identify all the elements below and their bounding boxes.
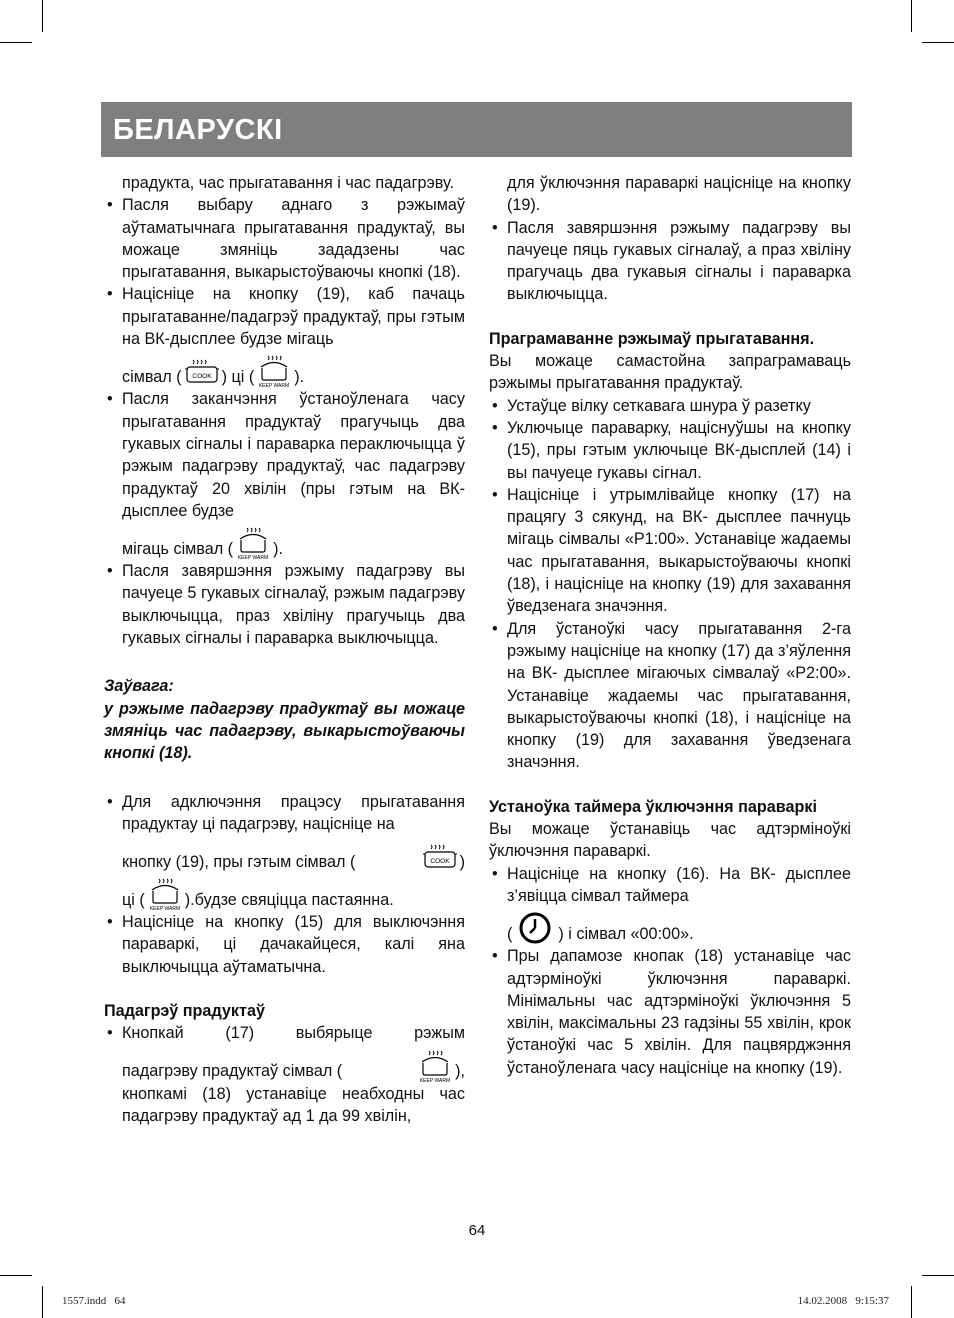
bullet-icon: • bbox=[492, 485, 498, 504]
symbol-line bbox=[122, 1045, 465, 1083]
crop-mark bbox=[911, 1286, 912, 1318]
bullet-icon: • bbox=[492, 864, 498, 883]
keep-warm-label: KEEP WARM bbox=[149, 906, 180, 912]
list-item bbox=[104, 194, 465, 283]
list-item bbox=[104, 560, 465, 649]
list-item-text: Пасля завяршэння рэжыму падагрэву вы пачуеце 5 гукавых сігналаў, рэжым падагрэву выключыцца, праз хвіліну прагучыць два гукавых сігналы і параварка выключыцца. bbox=[122, 562, 465, 648]
list-item bbox=[489, 484, 851, 618]
right-column bbox=[489, 172, 851, 1079]
bullet-icon: • bbox=[492, 418, 498, 437]
list-item-text: Устаўце вілку сеткавага шнура ў разетку bbox=[507, 396, 811, 415]
list-item-text: ці ( bbox=[122, 890, 145, 909]
list-item bbox=[104, 911, 465, 978]
left-column bbox=[104, 172, 465, 1127]
paragraph: прадукта, час прыгатавання і час падагрэву. bbox=[122, 174, 454, 192]
note-text: у рэжыме падагрэву прадуктаў вы можаце змяніць час падагрэву, выкарыстоўваючы кнопкі (18). bbox=[104, 699, 465, 763]
paragraph: Вы можаце самастойна запраграмаваць рэжымы прыгатавання прадуктаў. bbox=[489, 352, 851, 393]
keep-warm-icon bbox=[417, 1049, 453, 1083]
list-item bbox=[104, 283, 465, 388]
paragraph: Вы можаце ўстанавіць час адтэрміноўкі ўключэння параваркі. bbox=[489, 820, 851, 861]
list-item-text: Для адключэння працэсу прыгатавання прадуктау ці падагрэву, націсніце на bbox=[122, 792, 465, 833]
paragraph: для ўключэння параваркі націсніце на кнопку (19). bbox=[507, 174, 851, 215]
cook-icon bbox=[184, 358, 220, 388]
footer-datetime: 14.02.2008 9:15:37 bbox=[797, 1295, 889, 1307]
list-item bbox=[489, 417, 851, 484]
list-item bbox=[104, 388, 465, 560]
list-item bbox=[104, 791, 465, 912]
bullet-icon: • bbox=[492, 218, 498, 237]
bullet-icon: • bbox=[107, 913, 113, 932]
list-item bbox=[489, 217, 851, 306]
cook-label: COOK bbox=[430, 858, 450, 866]
list-item-text: ( bbox=[507, 924, 513, 943]
list-item-text: ).будзе свяціцца пастаянна. bbox=[184, 890, 394, 909]
note-block bbox=[104, 675, 465, 764]
bullet-icon: • bbox=[107, 562, 113, 581]
bullet-icon: • bbox=[492, 396, 498, 415]
list-item-text: сімвал ( bbox=[122, 368, 182, 387]
crop-mark bbox=[922, 42, 954, 43]
list-item bbox=[489, 863, 851, 946]
section-heading: Падагрэў прадуктаў bbox=[104, 1002, 265, 1021]
bullet-icon: • bbox=[107, 792, 113, 811]
note-title: Заўвага: bbox=[104, 677, 174, 696]
crop-mark bbox=[42, 0, 43, 32]
list-item-text: Націсніце і утрымлівайце кнопку (17) на працягу 3 сякунд, на ВК- дысплее пачнуць мігаць сімвалы «Р1:00». Устанавіце жадаемы час прыгатавання, выкарыстоўваючы кнопкі (18), і націсніце на кнопку (19) для захавання ўведзенага значэння. bbox=[507, 485, 851, 616]
list-item bbox=[489, 945, 851, 1079]
page-title: БЕЛАРУСКІ bbox=[113, 114, 283, 146]
symbol-line bbox=[122, 522, 465, 560]
cook-icon bbox=[422, 843, 458, 873]
list-item-text: ) ці ( bbox=[221, 368, 255, 387]
list-item-text: Для ўстаноўкі часу прыгатавання 2-га рэжыму націсніце на кнопку (17) да з’яўлення на ВК- дысплее мігаючых сімвалаў «Р2:00». Устанавіце жадаемы час прыгатавання, выкарыстоўваючы кнопкі (18), і націсніце на кнопку (19) для захавання ўведзенага значэння. bbox=[507, 619, 851, 772]
list-item-text: ). bbox=[273, 539, 283, 558]
section-heading: Устаноўка таймера ўключэння параваркі bbox=[489, 797, 818, 816]
list-item bbox=[104, 1022, 465, 1127]
list-item-text: Пасля завяршэння рэжыму падагрэву вы пачуеце пяць гукавых сігналаў, а праз хвіліну прагучаць два гукавыя сігналы і параварка выключыцца. bbox=[507, 218, 851, 304]
language-header bbox=[101, 102, 852, 157]
keep-warm-label: KEEP WARM bbox=[419, 1077, 451, 1083]
bullet-icon: • bbox=[107, 196, 113, 215]
section-heading: Праграмаванне рэжымаў прыгатавання. bbox=[489, 329, 815, 348]
list-item-text: Уключыце параварку, націснуўшы на кнопку (15), пры гэтым уключыце ВК-дысплей (14) і вы пачуеце гукавы сігнал. bbox=[507, 418, 851, 482]
keep-warm-icon bbox=[147, 877, 183, 911]
keep-warm-icon bbox=[235, 526, 271, 560]
keep-warm-icon bbox=[256, 354, 292, 388]
crop-mark bbox=[0, 1275, 32, 1276]
bullet-icon: • bbox=[107, 390, 113, 409]
list-item-text: мігаць сімвал ( bbox=[122, 539, 234, 558]
crop-mark bbox=[911, 0, 912, 32]
list-item-text: ). bbox=[294, 368, 305, 387]
symbol-line bbox=[122, 835, 465, 873]
list-item-text: падагрэву прадуктаў сімвал ( bbox=[122, 1062, 343, 1081]
bullet-icon: • bbox=[107, 1024, 113, 1043]
list-item-text: кнопкамі (18) устанавіце неабходны час падагрэву прадуктаў ад 1 да 99 хвілін, bbox=[122, 1084, 465, 1125]
crop-mark bbox=[922, 1275, 954, 1276]
keep-warm-label: KEEP WARM bbox=[237, 555, 269, 561]
list-item-text: ), bbox=[455, 1062, 465, 1081]
list-item-text: Націсніце на кнопку (15) для выключэння параваркі, ці дачакайцеся, калі яна выключыцца аўтаматычна. bbox=[122, 913, 465, 976]
cook-label: COOK bbox=[192, 373, 212, 381]
symbol-line bbox=[122, 873, 465, 911]
bullet-icon: • bbox=[492, 947, 498, 966]
list-item-text: Пасля заканчэння ўстаноўленага часу прыгатавання прадуктаў прагучыць два гукавых сігналы і параварка пераключыцца ў рэжым падагрэву прадуктаў, час падагрэву прадуктаў 20 хвілін (пры гэтым на ВК-дысплее будзе bbox=[122, 390, 465, 520]
list-item-text: ) і сімвал «00:00». bbox=[558, 924, 694, 943]
symbol-line bbox=[122, 350, 465, 388]
keep-warm-label: KEEP WARM bbox=[259, 383, 290, 389]
list-item bbox=[489, 395, 851, 417]
list-item-text: ) bbox=[459, 852, 465, 871]
footer-file: 1557.indd 64 bbox=[62, 1295, 126, 1307]
clock-icon bbox=[518, 911, 552, 945]
list-item-text: Пры дапамозе кнопак (18) устанавіце час адтэрміноўкі ўключэння параваркі. Мінімальны час адтэрміноўкі ўключэння 5 хвілін, максімальны 23 гадзіны 55 хвілін, крок ўстаноўкі час 5 хвілін. Для пацвярджэння ўстаноўленага часу націсніце на кнопку (19). bbox=[507, 947, 851, 1077]
list-item-text: Пасля выбару аднаго з рэжымаў аўтаматычнага прыгатавання прадуктаў, вы можаце змяніць зададзены час прыгатавання, выкарыстоўваючы кнопкі (18). bbox=[122, 196, 465, 282]
list-item-text: Націсніце на кнопку (16). На ВК- дысплее з’явіцца сімвал таймера bbox=[507, 864, 851, 905]
list-item-text: Націсніце на кнопку (19), каб пачаць прыгатаванне/падагрэў прадуктаў, пры гэтым на ВК-дысплее будзе мігаць bbox=[122, 285, 465, 349]
list-item-text: Кнопкай (17) выбярыце рэжым bbox=[122, 1024, 465, 1043]
bullet-icon: • bbox=[107, 285, 113, 304]
crop-mark bbox=[0, 42, 32, 43]
list-item bbox=[489, 618, 851, 774]
bullet-icon: • bbox=[492, 619, 498, 638]
page-number: 64 bbox=[468, 1222, 486, 1239]
list-item-text: кнопку (19), пры гэтым сімвал ( bbox=[122, 852, 356, 871]
crop-mark bbox=[42, 1286, 43, 1318]
symbol-line bbox=[507, 907, 851, 945]
